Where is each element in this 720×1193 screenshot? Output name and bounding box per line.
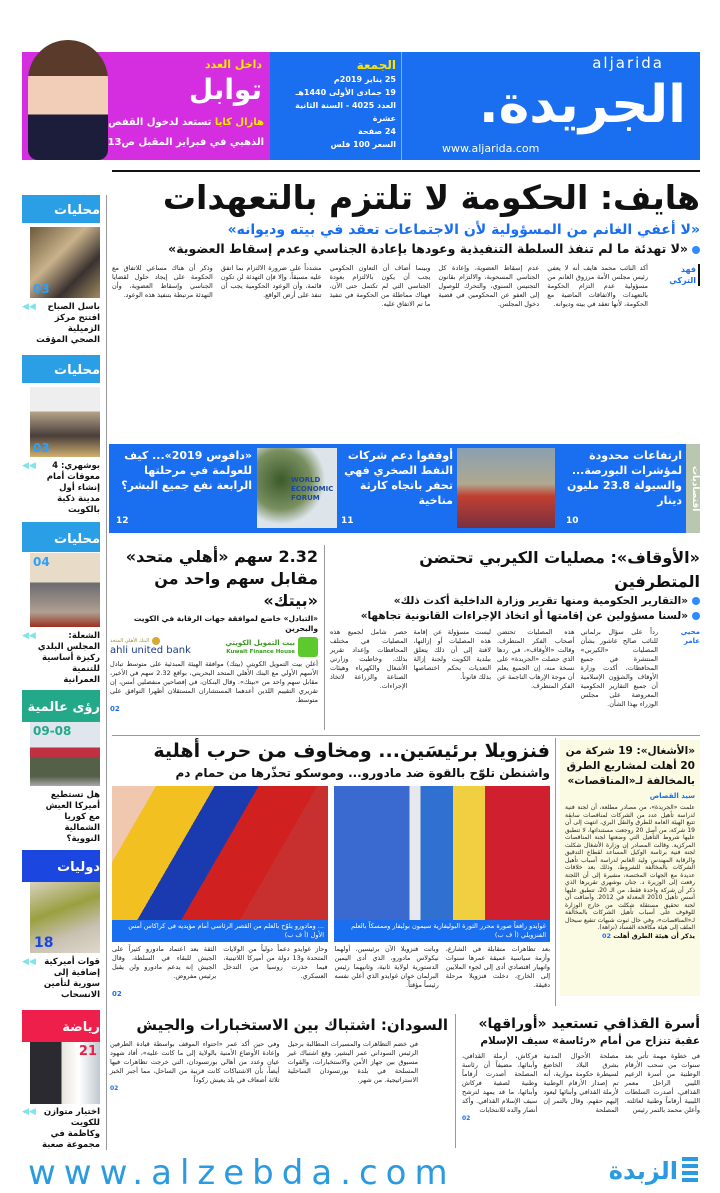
promo-photo <box>28 40 108 160</box>
lead-story <box>112 176 700 309</box>
article-column: في خطوة مهمة تأتي بعد سنوات من سحب الأرقام الوطنية من أسرة الزعيم الليبي الراحل معمر القذافي، أصدرت السلطات الليبية أرقاماً وطنية لعائلته. وأعلن محمد بالتمر رئيس <box>624 1052 700 1114</box>
article-column: فركاش، أرملة القذافي، وأبنائها، مضيفاً أن رئاسة المصلحة أصدرت أرقاماً وطنية لصفية فركاش وأبنائها، ما قد يمهد لترشح سيف الإسلام القذافي. وأكد أنصار والده للانتخابات <box>462 1052 538 1114</box>
article-column: بعد تظاهرات متقابلة في الشارع، وأزمة سياسية عميقة عمرها سنوات وانهيار اقتصادي أدى إلى لجوء الملايين إلى الخارج، دخلت فنزويلا مرحلة دقيقة. <box>445 945 550 989</box>
sidebar-caption[interactable]: باسل الصباح افتتح مركز الزميلية الصحي المؤقت <box>36 302 100 345</box>
article-column: وذكر أن هناك مساعي للاتفاق مع الحكومة على إيجاد حلول لقضايا الجناسي وإسقاط العضوية، وأن التهدئة مرتبطة بتنفيذ هذه الوعود. <box>112 264 213 299</box>
wef-photo: WORLD ECONOMIC FORUM <box>257 448 337 528</box>
bullet-icon <box>692 612 700 620</box>
article-column: حصر شامل لجميع هذه المصليات في مختلف المحافظات وإعداد تقرير بذلك، وخاطبت وزارتي الأشغال والكهرباء وهيئات الصناعة والزراعة لاتخاذ الإجراءات. <box>330 628 408 690</box>
article-column: مشدداً على ضرورة الالتزام بما اتفق عليه مسبقاً، وإلا فإن التهدئة لن تكون قائمة، وأن الوعود الحكومية يجب أن تنفذ على أرض الواقع. <box>220 264 322 299</box>
article-column: وفي حين أكد عمر «احتواء الموقف بواسطة قيادة الطرفين وإعادة الأوضاع الأمنية بالولاية إلى ما كانت عليه»، أفاد شهود عيان وعدد من أهالي بورتسودان، التي خرجت تظاهرات فيها أيضاً، بأن الاشتباكات كانت قريبة من الساحل، مما أجبر الخبز ثلاثة أضعاف في بلد يعيش ركوداً <box>110 1040 280 1084</box>
economy-band <box>109 444 700 533</box>
page-number: 12 <box>116 516 129 526</box>
exchange-subheadline: «التبادل» خاضع لموافقة جهات الرقابة في الكويت والبحرين <box>133 614 318 633</box>
lead-body <box>112 264 700 309</box>
sidebar-section-label: محليات <box>22 522 100 552</box>
article-column: مصلحة الأحوال المدنية بشرق البلاد الخاضع لسيطرة حكومة موازية، أنه تم إصدار الأرقام الوطنية لأرملة القذافي وأبنائها ليعود إليهم حقهم. وقال بالتمر إن المصلحة <box>543 1052 619 1114</box>
ashghal-body: علمت «الجريدة»، من مصادر مطلعة، أن لجنة فنية لدراسة تأهيل عدد من الشركات لمناقصات سابقة تتبع الهيئة العامة للطرق والنقل البري، انتهت إلى أن 19 شركة، من أصل 20 روجعت مستنداتها، لا تنطبق عليها شروط التأهيل التي وضعتها لجنة المناقصات المركزية. وقالت المصادر إن وزارة الأشغال شكلت لجنة فنية برئاسة الوكيل المساعد لقطاع التدقيق والرقابة المهندس وليد الغانم لدراسة أسباب تأهيل الشركات بالمخالفة للشروط، وذلك بعد خلافات عديدة مع الجهات المختصة، مشيرة إلى أن اللجنة رفعت إلى الوزيرة د. جنان بوشهري تقريرها الذي ذكر أن شركة واحدة فقط، من الـ 20، تنطبق عليها أسس تأهيل 2010 المعدلة في 2012. وأضافت أن لجنة تحقيق مستقلة شكلت من خارج الوزارة للوقوف على أسباب تأهيل الشركات بالمخالفة لـ«المناقصات»، وفي حال ثبوت شبهات تنفيع سيحال الملف إلى هيئة مكافحة الفساد (نزاهة). <box>565 804 695 931</box>
sidebar-caption[interactable]: هل تستطيع أميركا العيش مع كوريا الشمالية النووية؟ <box>45 790 100 844</box>
oil-photo <box>457 448 555 528</box>
sidebar-caption[interactable]: الشعلة: المجلس البلدي ركيزة أساسية للتنمية العمرانية <box>37 631 100 685</box>
awqaf-bullet: «التقارير الحكومية ومنها تقرير وزارة الداخلية أكدت ذلك» <box>393 595 688 607</box>
column-divider <box>455 1014 456 1148</box>
date-gregorian: 25 يناير 2019م <box>333 75 396 84</box>
sidebar-photo[interactable] <box>30 722 100 786</box>
date-column <box>270 52 401 160</box>
article-column: عدم إسقاط العضوية، وإعادة كل الجناسي المسحوبة، والالتزام بقانون التجنيس السنوي، والتحرك للوصول إلى العفو عن المحكومين في قضية دخول المجلس. <box>438 264 540 308</box>
venezuela-body <box>112 945 550 990</box>
article-column: رداً على سؤال برلماني للنائب صالح عاشور بشأن المصليات «الكيربي» المنتشرة في جميع المحافظات، أكدت وزارة الأوقاف والشؤون الإسلامية أن جميع التقارير الحكومية المعروضة على مجلس الوزراء بهذا الشأن. <box>580 628 658 708</box>
sidebar-photo[interactable] <box>30 553 100 627</box>
column-divider <box>324 545 325 730</box>
sidebar-caption[interactable]: قوات أميركية إضافية إلى سورية لتأمين الانسحاب <box>43 957 100 1000</box>
page-number: 02 <box>110 1085 119 1092</box>
page-number: 21 <box>78 1044 97 1059</box>
article-column: أكد النائب محمد هايف أنه لا يعفي رئيس مجلس الأمة مرزوق الغانم من مسؤولية عدم التزام الحكومة بالتعهدات والاتفاقات الماضية مع الحكومة، لأنها تعقد في بيته وديوانه. <box>547 264 648 308</box>
awqaf-headline[interactable]: «الأوقاف»: مصليات الكيربي تحتضن المتطرفين <box>419 548 700 591</box>
exchange-headline[interactable]: 2.32 سهم «أهلي متحد» مقابل سهم واحد من «بيتك» <box>125 547 318 610</box>
issue-number: العدد 4025 - السنة الثانية عشرة <box>295 101 396 123</box>
author-byline: محيي عامر <box>680 628 700 645</box>
newspaper-logo[interactable] <box>401 52 700 160</box>
website-url[interactable]: www.aljarida.com <box>442 142 540 155</box>
qaddafi-story <box>462 1014 700 1123</box>
venezuela-story <box>112 738 550 999</box>
awqaf-bullet: «لسنا مسؤولين عن إقامتها أو اتخاذ الإجراءات القانونية تجاهها» <box>360 610 688 622</box>
page-number: 18 <box>34 935 54 951</box>
sidebar-section-label: محليات <box>22 355 100 383</box>
promo-text-2: الذهبي في فبراير المقبل <box>138 137 264 148</box>
promo-text-1: تستعد لدخول القفص <box>108 117 212 128</box>
page-number: 10 <box>566 516 579 526</box>
maduro-photo <box>112 786 328 920</box>
qaddafi-subheadline: عقبة تنزاح من أمام «رئاسة» سيف الإسلام <box>480 1035 700 1047</box>
story-title: «دافوس 2019»... كيف للعولمة في مرحلتها الرابعة نفع جميع البشر؟ <box>121 449 252 492</box>
story-title: ارتفاعات محدودة لمؤشرات البورصة... والسيولة 23.8 مليون دينار <box>567 449 682 507</box>
page-number: 02 <box>110 705 120 713</box>
page-number: 11 <box>341 516 354 526</box>
article-column: وحاز غوايدو دعماً دولياً من الولايات المتحدة و13 دولة من أميركا اللاتينية، فيما حذرت روسيا من التدخل العسكري. <box>223 945 328 980</box>
bank-logos <box>110 637 318 657</box>
author-byline: فهد التركي <box>656 264 700 286</box>
article-column: في خضم التظاهرات والمسيرات المطالبة برحيل الرئيس السوداني عمر البشير، وقع اشتباك غير مسبوق بين جهاز الأمن والاستخبارات، والقوات المسلحة في بلدة بورتسودان الساحلية الاستراتيجية. من شهر. <box>287 1040 418 1084</box>
article-column: الثقة بعد اعتماد مادورو كثيراً على الجيش للبقاء في السلطة، وقال الجيش إنه يدعم مادورو ولن يقبل برئيس مفروض. <box>112 945 217 980</box>
sidebar-caption[interactable]: اختيار متوازن للكويت وكاظمة في مجموعة صعبة <box>42 1107 100 1150</box>
more-arrow-icon[interactable]: ◀◀ <box>22 957 36 967</box>
sidebar-photo[interactable] <box>30 882 100 953</box>
price: السعر 100 فلس <box>330 140 396 149</box>
sidebar-section-label: رياضة <box>22 1010 100 1042</box>
sidebar-divider <box>106 195 107 1150</box>
sudan-headline[interactable]: السودان: اشتباك بين الاستخبارات والجيش <box>136 1016 448 1034</box>
sidebar-section-label: رؤى عالمية <box>22 690 100 722</box>
sidebar-photo[interactable] <box>30 387 100 457</box>
economy-story[interactable] <box>341 444 453 532</box>
divider <box>112 170 700 172</box>
lead-subheadline: «لا أعفي الغانم من المسؤولية لأن الاجتماعات تعقد في بيته وديوانه» <box>227 222 700 238</box>
bullet-icon <box>692 597 700 605</box>
footer-logo-text: الزبدة <box>608 1157 678 1185</box>
exchange-story <box>110 546 318 714</box>
venezuela-subheadline: واشنطن تلوّح بالقوة ضد مادورو... وموسكو تحذّرها من حمام دم <box>175 766 550 780</box>
ashghal-footer: يذكر أن هيئة الطرق أهلت <box>613 931 695 940</box>
logo-arabic: الجريدة. <box>478 75 686 135</box>
kfh-logo-icon <box>298 637 318 657</box>
economy-story[interactable] <box>560 444 682 532</box>
aub-name-ar: البنك الأهلي المتحد <box>110 637 150 644</box>
column-divider <box>555 738 556 1006</box>
article-column: ليست مسؤولة عن إقامة هذه المصليات أو إزالتها، لافتة إلى أن ذلك يتعلق ببلدية الكويت ولجنة إزالة التعديات بحكم اختصاصها بذلك قانوناً. <box>413 628 491 681</box>
sidebar-section-label: دوليات <box>22 850 100 882</box>
ashghal-box <box>560 740 700 996</box>
sidebar-section-label: محليات <box>22 195 100 223</box>
more-arrow-icon[interactable]: ◀◀ <box>22 1107 36 1117</box>
awqaf-story <box>330 546 700 709</box>
aub-logo-icon <box>152 637 160 645</box>
promo-name: هازال كايا <box>214 117 264 128</box>
sudan-story <box>110 1014 448 1093</box>
article-column: وبينما أضاف أن التعاون الحكومي يجب أن يكون بالالتزام بعودة الجناسي التي لم تكتمل حتى الآن، فهناك مماطلة من الحكومة في تنفيذ ما تم الاتفاق عليه. <box>329 264 431 308</box>
photo-caption: غوايدو رافعاً صورة محرر الثورة البوليفارية سيمون بوليفار وممسكاً بالعلم الفنزويلي (أ ف ب) <box>334 920 550 942</box>
promo-inside-label: داخل العدد <box>204 58 262 71</box>
economy-story[interactable] <box>112 444 252 532</box>
guaido-photo <box>334 786 550 920</box>
more-arrow-icon[interactable]: ◀◀ <box>22 631 36 641</box>
aub-name-en: ahli united bank <box>110 645 191 656</box>
qaddafi-body <box>462 1052 700 1115</box>
more-arrow-icon[interactable]: ◀◀ <box>22 302 36 312</box>
menu-lines-icon <box>682 1157 698 1185</box>
economy-tab: اقتصاديات <box>686 444 700 533</box>
story-title: أوقفوا دعم شركات النفط الصخري فهي تحفر باتجاه كارثة مناخية <box>344 449 453 507</box>
page-number: 09-08 <box>33 724 72 738</box>
kfh-name-en: Kuwait Finance House <box>226 648 295 655</box>
qaddafi-headline[interactable]: أسرة القذافي تستعيد «أوراقها» <box>478 1016 700 1032</box>
bullet-icon <box>692 246 700 254</box>
exchange-body: أعلن بيت التمويل الكويتي (بيتك) موافقة الهيئة المبدئية على متوسط تبادل الأسهم الأولي مع البنك الأهلي المتحد البحريني، بواقع 2.32 سهم في الأخير، مقابل سهم واحد من «بيتك». وقال البنكان، في إفصاحين منفصلين أمس، إن تقريري التقييم اللذين أعدهما المستشاران المستقلان أظهرا التوافق على متوسط. <box>110 660 319 704</box>
promo-supplement-name: توابل <box>188 73 262 106</box>
page-count: 24 صفحة <box>357 127 396 136</box>
date-hijri: 19 جمادى الأولى 1440هـ <box>295 88 396 97</box>
page-number: 03 <box>33 282 50 296</box>
author-byline: سيد القصاص <box>649 792 695 800</box>
page-number: 02 <box>462 1115 471 1122</box>
ashghal-headline[interactable]: «الأشغال»: 19 شركة من 20 أهلت لمشاريع الطرق بالمخالفة لـ«المناقصات» <box>565 745 695 787</box>
footer-logo <box>586 1154 698 1188</box>
divider <box>112 735 700 736</box>
day: الجمعة <box>356 58 396 72</box>
page-number: 03 <box>33 441 50 455</box>
sudan-body <box>110 1040 448 1085</box>
article-column: وباتت فنزويلا الآن برئيسين، أولهما نيكولاس مادورو، الذي أدى اليمين الدستورية لولاية ثانية، وثانيهما رئيس البرلمان خوان غوايدو الذي أعلن نفسه رئيساً مؤقتاً. <box>334 945 439 989</box>
page-number: 02 <box>601 931 611 940</box>
sidebar-photo[interactable] <box>30 1042 100 1104</box>
lead-headline[interactable]: هايف: الحكومة لا تلتزم بالتعهدات <box>162 178 700 217</box>
page-number: 04 <box>33 555 50 569</box>
photo-caption: ... ومادورو يلوّح بالعلم من القصر الرئاسي أمام مؤيديه في كراكاس أمس الأول (أ ف ب) <box>112 920 328 942</box>
lead-bullet: «لا تهدئة ما لم تنفذ السلطة التنفيذية وعودها بإعادة الجناسي وعدم إسقاط العضوية» <box>168 241 688 256</box>
article-column: هذه المصليات تحتضن أصحاب الفكر المتطرف. وقالت «الأوقاف»، في ردها الذي حصلت «الجريدة» على نسخة منه، إن الجميع يعلم أن موجة الإرهاب الناجمة عن الفكر المتطرف. <box>497 628 575 690</box>
supplement-promo[interactable] <box>22 52 270 160</box>
masthead <box>22 52 700 160</box>
sidebar-caption[interactable]: بوشهري: 4 معوقات أمام إنشاء أول مدينة ذكية بالكويت <box>46 461 100 515</box>
footer-url[interactable]: www.alzebda.com <box>28 1153 456 1193</box>
venezuela-headline[interactable]: فنزويلا برئيسَين... ومخاوف من حرب أهلية <box>153 740 550 762</box>
logo-latin: aljarida <box>592 54 664 72</box>
awqaf-body <box>330 628 700 709</box>
sidebar-photo[interactable] <box>30 227 100 298</box>
kfh-name-ar: بيت التمويل الكويتي <box>225 638 295 647</box>
more-arrow-icon[interactable]: ◀◀ <box>22 461 36 471</box>
promo-page: ص13 <box>107 137 135 148</box>
page-number: 02 <box>112 990 122 998</box>
